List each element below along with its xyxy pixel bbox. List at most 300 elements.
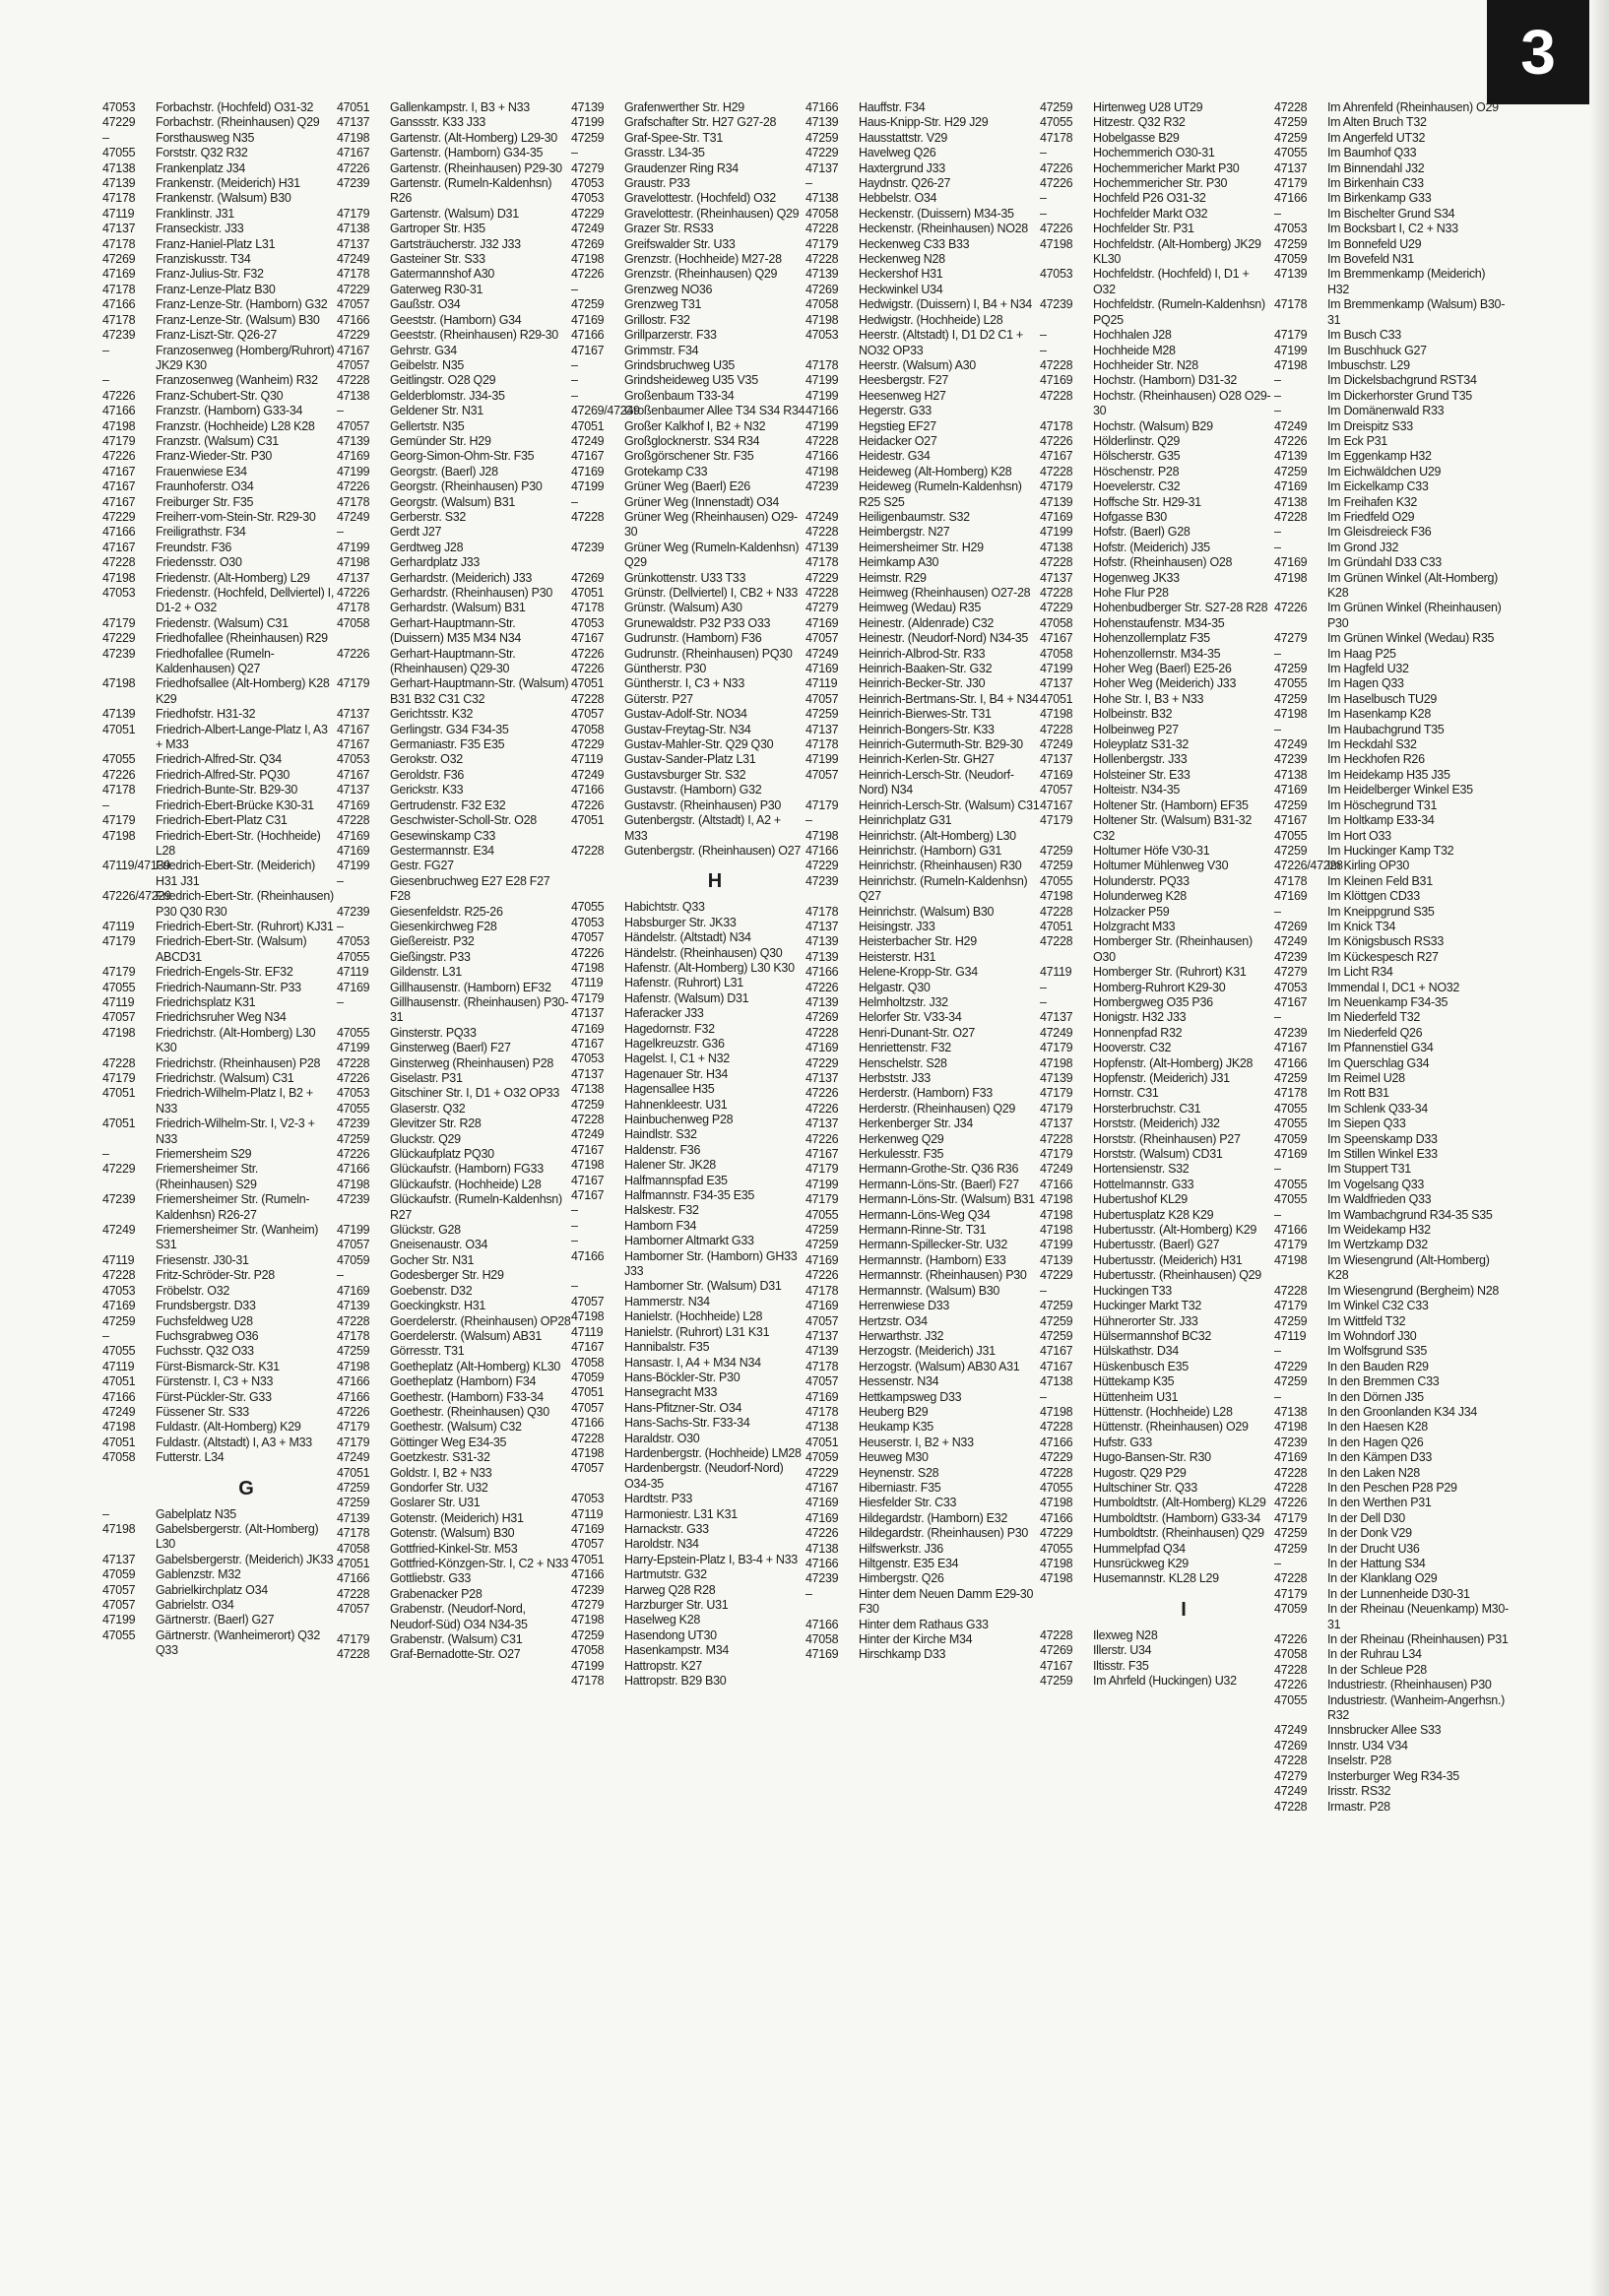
street-entry [1274, 555, 1509, 570]
street-entry [1274, 1526, 1509, 1541]
street-name-grid-ref: Hedwigstr. (Hochheide) L28 [859, 312, 1003, 327]
postal-code: 47279 [805, 601, 839, 615]
street-name-grid-ref: Gallenkampstr. I, B3 + N33 [390, 100, 530, 114]
street-name-grid-ref: Holsteiner Str. E33 [1093, 767, 1191, 782]
street-name-grid-ref: Friedrichstr. (Alt-Homberg) L30 K30 [156, 1025, 316, 1055]
street-name-grid-ref: Hofstr. (Rheinhausen) O28 [1093, 555, 1233, 570]
postal-code: – [805, 176, 812, 191]
street-name-grid-ref: In der Klanklang O29 [1327, 1571, 1438, 1586]
street-name-grid-ref: Friedhofstr. H31-32 [156, 707, 256, 722]
street-entry [571, 1325, 805, 1340]
postal-code: 47058 [571, 722, 605, 736]
street-name-grid-ref: Gartenstr. (Rheinhausen) P29-30 [390, 160, 562, 175]
street-name-grid-ref: Hochemmericher Str. P30 [1093, 176, 1228, 191]
street-name-grid-ref: Hildegardstr. (Hamborn) E32 [859, 1510, 1007, 1525]
postal-code: 47167 [1040, 797, 1073, 812]
street-name-grid-ref: Gerokstr. O32 [390, 752, 463, 767]
street-entry [1040, 723, 1274, 737]
street-entry [1040, 328, 1274, 343]
postal-code: – [571, 282, 578, 296]
street-name-grid-ref: Holtumer Mühlenweg V30 [1093, 859, 1229, 873]
street-entry [1040, 344, 1274, 358]
street-entry [337, 829, 571, 844]
postal-code: 47226 [1274, 1496, 1308, 1510]
street-entry [1274, 176, 1509, 191]
street-name-grid-ref: Gartenstr. (Alt-Homberg) L29-30 [390, 130, 557, 145]
street-entry [1274, 920, 1509, 934]
street-name-grid-ref: Franzosenweg (Wanheim) R32 [156, 373, 318, 388]
street-name-grid-ref: Hamborner Str. (Walsum) D31 [624, 1279, 782, 1294]
postal-code: 47226 [1274, 1678, 1308, 1692]
street-entry [805, 222, 1040, 236]
street-name-grid-ref: Heckenstr. (Rheinhausen) NO28 [859, 222, 1028, 236]
street-entry [805, 373, 1040, 388]
street-entry [805, 723, 1040, 737]
street-name-grid-ref: Heesbergstr. F27 [859, 373, 949, 388]
postal-code: 47166 [805, 843, 839, 858]
postal-code: 47166 [1040, 1177, 1073, 1191]
street-name-grid-ref: Im Eickelkamp C33 [1327, 479, 1429, 494]
street-name-grid-ref: Im Höschegrund T31 [1327, 797, 1438, 812]
street-name-grid-ref: Franz-Schubert-Str. Q30 [156, 388, 284, 403]
street-name-grid-ref: Im Dickerhorster Grund T35 [1327, 388, 1472, 403]
postal-code: 47229 [805, 1465, 839, 1480]
street-name-grid-ref: Gudrunstr. (Hamborn) F36 [624, 631, 762, 646]
street-name-grid-ref: Gärtnerstr. (Wanheimerort) Q32 Q33 [156, 1627, 320, 1658]
street-name-grid-ref: Im Hagen Q33 [1327, 676, 1404, 691]
street-entry [571, 976, 805, 990]
postal-code: 47139 [571, 100, 605, 114]
postal-code: 47228 [1274, 509, 1308, 524]
street-entry [1040, 981, 1274, 995]
postal-code: – [1040, 146, 1047, 160]
street-entry [1274, 465, 1509, 479]
street-name-grid-ref: Geschwister-Scholl-Str. O28 [390, 813, 537, 828]
postal-code: 47259 [1274, 464, 1308, 478]
postal-code: 47249 [571, 222, 605, 236]
section-letter-heading: I [1181, 1598, 1187, 1621]
street-name-grid-ref: Haraldstr. O30 [624, 1431, 700, 1445]
street-entry [102, 1147, 337, 1162]
street-name-grid-ref: Hochheider Str. N28 [1093, 357, 1198, 372]
street-entry [1040, 1086, 1274, 1101]
street-entry [337, 1329, 571, 1344]
postal-code: 47138 [571, 1082, 605, 1097]
street-entry [571, 495, 805, 510]
postal-code: 47228 [1040, 934, 1073, 949]
street-name-grid-ref: Franz-Julius-Str. F32 [156, 267, 264, 282]
street-entry [1040, 707, 1274, 722]
postal-code: 47249 [102, 1404, 136, 1419]
street-entry [102, 1405, 337, 1420]
street-name-grid-ref: In der Lunnenheide D30-31 [1327, 1586, 1470, 1601]
street-name-grid-ref: Habichtstr. Q33 [624, 900, 705, 915]
postal-code: 47167 [1040, 449, 1073, 464]
street-entry [571, 115, 805, 130]
street-entry [1040, 1314, 1274, 1329]
postal-code: 47138 [337, 222, 370, 236]
street-name-grid-ref: Güterstr. P27 [624, 691, 693, 706]
street-name-grid-ref: Hogenweg JK33 [1093, 570, 1180, 585]
street-entry [805, 1344, 1040, 1359]
postal-code: – [1274, 1162, 1281, 1177]
postal-code: 47057 [571, 1400, 605, 1415]
postal-code: 47138 [1040, 1374, 1073, 1389]
postal-code: 47226 [337, 160, 370, 175]
street-name-grid-ref: Grindsheideweg U35 V35 [624, 373, 758, 388]
street-name-grid-ref: Im Kirling OP30 [1327, 859, 1410, 873]
street-name-grid-ref: Gustav-Adolf-Str. NO34 [624, 707, 747, 722]
postal-code: 47226 [571, 797, 605, 812]
postal-code: 47138 [337, 388, 370, 403]
street-entry [571, 1507, 805, 1522]
postal-code: 47057 [805, 767, 839, 782]
postal-code: 47167 [102, 540, 136, 554]
postal-code: 47119 [805, 676, 838, 691]
street-name-grid-ref: Futterstr. L34 [156, 1450, 225, 1465]
street-name-grid-ref: Harmoniestr. L31 K31 [624, 1506, 738, 1521]
street-entry [571, 1416, 805, 1431]
postal-code: 47179 [337, 676, 370, 691]
street-entry [1040, 1526, 1274, 1541]
street-name-grid-ref: Heisterbacher Str. H29 [859, 934, 977, 949]
street-name-grid-ref: Hamborner Altmarkt G33 [624, 1234, 754, 1248]
street-name-grid-ref: Hausstattstr. V29 [859, 130, 948, 145]
postal-code: 47138 [1274, 494, 1308, 509]
postal-code: 47055 [1040, 873, 1073, 888]
street-entry [102, 525, 337, 540]
street-name-grid-ref: Gartenstr. (Hamborn) G34-35 [390, 146, 544, 160]
postal-code: 47179 [337, 1632, 370, 1647]
street-entry [337, 723, 571, 737]
street-name-grid-ref: Friesenstr. J30-31 [156, 1252, 249, 1267]
postal-code: 47057 [571, 930, 605, 945]
postal-code: – [571, 1234, 578, 1248]
street-name-grid-ref: Glevitzer Str. R28 [390, 1116, 482, 1131]
postal-code: 47167 [1040, 631, 1073, 646]
street-entry [102, 1314, 337, 1329]
street-entry [102, 829, 337, 860]
street-entry [1274, 267, 1509, 297]
street-name-grid-ref: Gotenstr. (Walsum) B30 [390, 1526, 515, 1541]
street-name-grid-ref: Hiltgenstr. E35 E34 [859, 1557, 959, 1570]
postal-code: 47139 [805, 267, 839, 282]
street-entry [102, 283, 337, 297]
postal-code: – [571, 494, 578, 509]
street-entry [571, 916, 805, 930]
street-name-grid-ref: Goethestr. (Rheinhausen) Q30 [390, 1404, 549, 1419]
street-entry [805, 1511, 1040, 1526]
street-name-grid-ref: Hochfeldstr. (Rumeln-Kaldenhsn) PQ25 [1093, 297, 1265, 327]
postal-code: 47058 [337, 615, 370, 630]
street-entry [1274, 1542, 1509, 1557]
postal-code: 47269 [805, 1010, 839, 1025]
street-entry [337, 1511, 571, 1526]
postal-code: 47179 [1040, 1101, 1073, 1116]
street-name-grid-ref: Hardtstr. P33 [624, 1492, 693, 1506]
street-entry [337, 328, 571, 343]
street-entry [337, 207, 571, 222]
street-name-grid-ref: Horststr. (Walsum) CD31 [1093, 1147, 1223, 1162]
street-name-grid-ref: Friemersheimer Str. (Wanheim) S31 [156, 1223, 319, 1252]
postal-code: 47055 [1040, 115, 1073, 130]
street-name-grid-ref: Heinestr. (Neudorf-Nord) N34-35 [859, 631, 1029, 646]
postal-code: 47228 [1274, 1283, 1308, 1298]
street-name-grid-ref: Franz-Lenze-Str. (Walsum) B30 [156, 312, 320, 327]
postal-code: 47167 [102, 464, 136, 478]
street-entry [1274, 1102, 1509, 1116]
postal-code: 47169 [805, 1647, 839, 1662]
postal-code: 47139 [102, 176, 136, 191]
postal-code: 47167 [571, 1340, 605, 1355]
street-entry [1040, 1450, 1274, 1465]
street-name-grid-ref: Im Bischelter Grund S34 [1327, 206, 1455, 221]
street-name-grid-ref: Hasenkampstr. M34 [624, 1643, 730, 1658]
street-name-grid-ref: Grazer Str. RS33 [624, 222, 714, 236]
postal-code: 47226 [337, 1404, 370, 1419]
postal-code: 47228 [571, 509, 605, 524]
street-name-grid-ref: Honnenpfad R32 [1093, 1025, 1183, 1040]
postal-code: 47259 [1274, 1374, 1308, 1389]
street-entry [1040, 146, 1274, 160]
postal-code: 47138 [1040, 540, 1073, 554]
street-entry [1274, 1026, 1509, 1041]
street-entry [805, 1496, 1040, 1510]
street-name-grid-ref: Friedrich-Alfred-Str. Q34 [156, 752, 282, 767]
postal-code: 47138 [805, 1541, 839, 1556]
street-entry [1040, 1481, 1274, 1496]
postal-code: 47166 [1274, 1223, 1308, 1238]
street-name-grid-ref: Im Wiesengrund (Alt-Homberg) K28 [1327, 1252, 1490, 1283]
street-entry [805, 252, 1040, 267]
street-entry [337, 419, 571, 434]
street-entry [571, 1174, 805, 1188]
postal-code: 47139 [1274, 449, 1308, 464]
street-name-grid-ref: Hafenstr. (Alt-Homberg) L30 K30 [624, 960, 795, 975]
street-name-grid-ref: Im Buschhuck G27 [1327, 343, 1427, 357]
street-name-grid-ref: Harry-Epstein-Platz I, B3-4 + N33 [624, 1552, 798, 1566]
street-entry [571, 692, 805, 707]
street-entry [102, 419, 337, 434]
postal-code: 47055 [1274, 1101, 1308, 1116]
street-name-grid-ref: Goslarer Str. U31 [390, 1496, 481, 1510]
street-name-grid-ref: Göttinger Weg E34-35 [390, 1435, 507, 1449]
postal-code: 47138 [1274, 767, 1308, 782]
postal-code: 47053 [571, 915, 605, 929]
street-entry [102, 1116, 337, 1147]
postal-code: 47178 [337, 1328, 370, 1343]
street-name-grid-ref: Goethestr. (Hamborn) F33-34 [390, 1389, 544, 1404]
postal-code: 47239 [1274, 949, 1308, 964]
postal-code: 47229 [102, 631, 136, 646]
street-entry [1040, 1268, 1274, 1283]
postal-code: 47055 [571, 900, 605, 915]
street-entry [571, 373, 805, 388]
street-name-grid-ref: Hagedornstr. F32 [624, 1021, 715, 1036]
postal-code: 47167 [102, 494, 136, 509]
postal-code: 47228 [571, 843, 605, 858]
postal-code: 47055 [102, 146, 136, 160]
street-entry [337, 1056, 571, 1071]
street-name-grid-ref: Friedrichsruher Weg N34 [156, 1010, 287, 1025]
postal-code: 47169 [805, 1299, 839, 1313]
postal-code: 47179 [1274, 1238, 1308, 1252]
street-entry [805, 207, 1040, 222]
street-entry [1274, 237, 1509, 252]
postal-code: 47055 [1040, 1480, 1073, 1495]
street-entry [337, 1526, 571, 1541]
postal-code: 47228 [1274, 1480, 1308, 1495]
street-name-grid-ref: Hagelkreuzstr. G36 [624, 1036, 725, 1051]
street-name-grid-ref: Hüskenbusch E35 [1093, 1359, 1189, 1373]
street-entry [337, 1116, 571, 1131]
street-entry [102, 631, 337, 646]
street-name-grid-ref: Glaserstr. Q32 [390, 1101, 466, 1116]
street-name-grid-ref: Glückaufplatz PQ30 [390, 1147, 494, 1162]
index-column-4 [805, 100, 1040, 2276]
street-name-grid-ref: Gerdtweg J28 [390, 540, 464, 554]
street-name-grid-ref: Hermann-Löns-Str. (Baerl) F27 [859, 1177, 1019, 1191]
street-name-grid-ref: Heuweg M30 [859, 1450, 929, 1465]
postal-code: 47198 [1040, 1223, 1073, 1238]
street-name-grid-ref: Halener Str. JK28 [624, 1158, 716, 1173]
postal-code: 47178 [805, 1404, 839, 1419]
postal-code: – [102, 373, 109, 388]
street-entry [1040, 1420, 1274, 1435]
street-name-grid-ref: In den Groonlanden K34 J34 [1327, 1404, 1478, 1419]
street-entry [805, 1466, 1040, 1481]
postal-code: – [805, 813, 812, 828]
postal-code: 47055 [1040, 1541, 1073, 1556]
street-name-grid-ref: Hinter dem Rathaus G33 [859, 1617, 989, 1631]
street-name-grid-ref: Grünstr. (Walsum) A30 [624, 601, 742, 615]
street-entry [102, 1583, 337, 1598]
postal-code: 47053 [571, 1052, 605, 1066]
street-name-grid-ref: Holtumer Höfe V30-31 [1093, 843, 1210, 858]
street-entry [571, 267, 805, 282]
street-name-grid-ref: In der Dell D30 [1327, 1510, 1405, 1525]
street-name-grid-ref: Friedrich-Engels-Str. EF32 [156, 965, 293, 980]
postal-code: 47139 [805, 994, 839, 1009]
postal-code: 47269 [571, 570, 605, 585]
index-column-3 [571, 100, 805, 2276]
postal-code: – [571, 388, 578, 403]
street-name-grid-ref: Heerstr. (Altstadt) I, D1 D2 C1 + NO32 OP33 [859, 328, 1023, 357]
postal-code: 47228 [1040, 555, 1073, 570]
street-name-grid-ref: Im Eggenkamp H32 [1327, 449, 1432, 464]
postal-code: 47059 [571, 1370, 605, 1384]
postal-code: 47199 [805, 373, 839, 388]
street-entry [1040, 1071, 1274, 1086]
postal-code: 47058 [1040, 615, 1073, 630]
street-name-grid-ref: Heisterstr. H31 [859, 949, 936, 964]
street-entry [571, 161, 805, 176]
street-name-grid-ref: Hubertusstr. (Alt-Homberg) K29 [1093, 1223, 1257, 1238]
postal-code: 47053 [337, 752, 370, 767]
postal-code: 47178 [102, 191, 136, 206]
street-entry [337, 601, 571, 615]
street-entry [1040, 1344, 1274, 1359]
postal-code: 47198 [337, 555, 370, 570]
street-name-grid-ref: Im Königsbusch RS33 [1327, 934, 1444, 949]
postal-code: 47259 [1040, 859, 1073, 873]
postal-code: 47179 [571, 990, 605, 1005]
street-name-grid-ref: Georg-Simon-Ohm-Str. F35 [390, 449, 535, 464]
postal-code: 47179 [1040, 1086, 1073, 1101]
street-name-grid-ref: In den Kämpen D33 [1327, 1450, 1433, 1465]
postal-code: 47179 [805, 1192, 839, 1207]
postal-code: 47249 [1040, 1162, 1073, 1177]
street-name-grid-ref: Goethestr. (Walsum) C32 [390, 1420, 522, 1435]
street-entry [805, 1223, 1040, 1238]
postal-code: 47228 [337, 1586, 370, 1601]
street-entry [571, 434, 805, 449]
street-entry [337, 707, 571, 722]
postal-code: 47179 [337, 1435, 370, 1449]
street-name-grid-ref: Goeckingkstr. H31 [390, 1299, 486, 1313]
street-name-grid-ref: Großenbaum T33-34 [624, 388, 735, 403]
postal-code: 47167 [102, 479, 136, 494]
street-name-grid-ref: Holteistr. N34-35 [1093, 783, 1180, 797]
postal-code: 47169 [337, 449, 370, 464]
street-name-grid-ref: Hummelpfad Q34 [1093, 1541, 1186, 1556]
street-name-grid-ref: Gitschiner Str. I, D1 + O32 OP33 [390, 1086, 560, 1101]
street-name-grid-ref: Inselstr. P28 [1327, 1754, 1391, 1768]
street-entry [1040, 176, 1274, 191]
postal-code: 47179 [1040, 479, 1073, 494]
postal-code: 47051 [102, 1116, 136, 1131]
postal-code: 47239 [805, 479, 839, 494]
street-name-grid-ref: Friedrich-Ebert-Str. (Hochheide) L28 [156, 828, 321, 858]
postal-code: 47166 [337, 1162, 370, 1177]
street-name-grid-ref: Gartroper Str. H35 [390, 222, 485, 236]
postal-code: 47137 [1040, 570, 1073, 585]
street-name-grid-ref: Fürst-Pückler-Str. G33 [156, 1389, 272, 1404]
street-name-grid-ref: Hardenbergstr. (Neudorf-Nord) O34-35 [624, 1461, 784, 1491]
street-name-grid-ref: Fraunhoferstr. O34 [156, 479, 254, 494]
postal-code: 47259 [1274, 1526, 1308, 1541]
street-name-grid-ref: Heisingstr. J33 [859, 919, 935, 933]
street-name-grid-ref: Holeyplatz S31-32 [1093, 737, 1190, 752]
street-name-grid-ref: Friedrich-Ebert-Platz C31 [156, 813, 288, 828]
postal-code: 47057 [337, 297, 370, 312]
street-name-grid-ref: Haxtergrund J33 [859, 160, 945, 175]
street-entry [571, 328, 805, 343]
street-name-grid-ref: Horsterbruchstr. C31 [1093, 1101, 1201, 1116]
street-name-grid-ref: Gabrielkirchplatz O34 [156, 1582, 268, 1597]
postal-code: 47058 [571, 1355, 605, 1370]
postal-code: 47055 [102, 752, 136, 767]
street-name-grid-ref: Franziskusstr. T34 [156, 252, 251, 267]
postal-code: 47053 [805, 328, 839, 343]
street-entry [1040, 1571, 1274, 1586]
postal-code: 47178 [1274, 873, 1308, 888]
street-name-grid-ref: Gerhart-Hauptmann-Str. (Walsum) B31 B32 C31 C32 [390, 676, 569, 706]
postal-code: 47259 [1274, 843, 1308, 858]
street-entry [805, 1632, 1040, 1647]
street-entry [805, 100, 1040, 115]
postal-code: 47051 [102, 1374, 136, 1389]
street-name-grid-ref: Hinter dem Neuen Damm E29-30 F30 [859, 1586, 1034, 1617]
street-entry [571, 541, 805, 571]
street-name-grid-ref: Händelstr. (Altstadt) N34 [624, 930, 751, 945]
street-entry [337, 161, 571, 176]
street-name-grid-ref: Heerstr. (Walsum) A30 [859, 357, 976, 372]
street-name-grid-ref: Gartsträucherstr. J32 J33 [390, 236, 521, 251]
street-entry [1040, 1390, 1274, 1405]
street-name-grid-ref: Insterburger Weg R34-35 [1327, 1768, 1459, 1783]
street-name-grid-ref: Hermann-Grothe-Str. Q36 R36 [859, 1162, 1019, 1177]
